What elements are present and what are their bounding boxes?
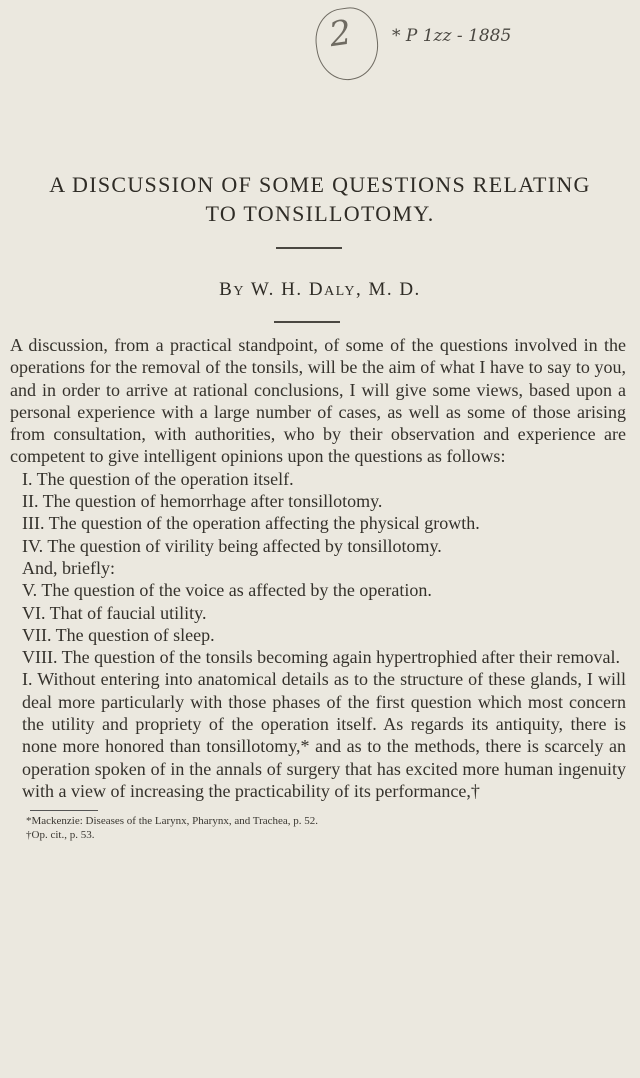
question-5: V. The question of the voice as affected by the operation.: [22, 580, 432, 601]
and-briefly: And, briefly:: [22, 557, 115, 578]
body-text: [10, 334, 626, 802]
question-7: VII. The question of sleep.: [22, 624, 215, 645]
intro-paragraph: A discussion, from a practical standpoint, of some of the questions involved in the operations for the removal of the tonsils, will be the aim of what I have to say to you, and in order to arrive at rational conclusions, I will give some views, based upon a personal experience with a large number of cases, as well as some of those arising from consultation, with authorities, who by their observation and experience are competent to give intelligent opinions upon the questions as follows:: [10, 335, 626, 467]
footnotes: [26, 814, 616, 842]
question-4: IV. The question of virility being affected by tonsillotomy.: [22, 535, 442, 556]
question-6: VI. That of faucial utility.: [22, 602, 207, 623]
handwritten-stamp: [311, 4, 382, 84]
byline-by-initial: B: [219, 279, 234, 300]
byline-by-rest: Y: [233, 284, 245, 299]
title-line-2: TO TONSILLOTOMY.: [205, 201, 435, 226]
section-1-paragraph: I. Without entering into anatomical details as to the structure of these glands, I will deal more particularly with those phases of the first question which most concern the utility and propriety of the operation itself. As regards its antiquity, there is none more honored than tonsillotomy,* and as to the methods, there is scarcely an operation spoken of in the annals of surgery that has excited more human ingenuity with a view of increasing the practicability of its performance,†: [22, 669, 626, 801]
footnote-1: *Mackenzie: Diseases of the Larynx, Pharynx, and Trachea, p. 52.: [26, 815, 319, 827]
stamp-digit: 2: [326, 12, 354, 56]
byline-surname-rest: ALY: [324, 284, 356, 299]
question-2: II. The question of hemorrhage after tonsillotomy.: [22, 491, 383, 512]
byline-surname-initial: D: [308, 279, 325, 300]
footnote-2: †Op. cit., p. 53.: [26, 829, 95, 841]
byline-degree: , M. D.: [355, 279, 421, 300]
question-1: I. The question of the operation itself.: [22, 468, 294, 489]
handwritten-catalog-note: * P 1zz - 1885: [392, 26, 512, 46]
title-rule: [276, 247, 342, 249]
byline-rule: [274, 321, 340, 323]
question-8: VIII. The question of the tonsils becoming again hypertrophied after their removal.: [22, 647, 620, 668]
title-line-1: A DISCUSSION OF SOME QUESTIONS RELATING: [49, 172, 591, 197]
footnote-rule: [30, 810, 98, 811]
question-3: III. The question of the operation affecting the physical growth.: [22, 513, 480, 534]
byline-initials: W. H.: [250, 279, 309, 300]
author-byline: [0, 279, 640, 301]
